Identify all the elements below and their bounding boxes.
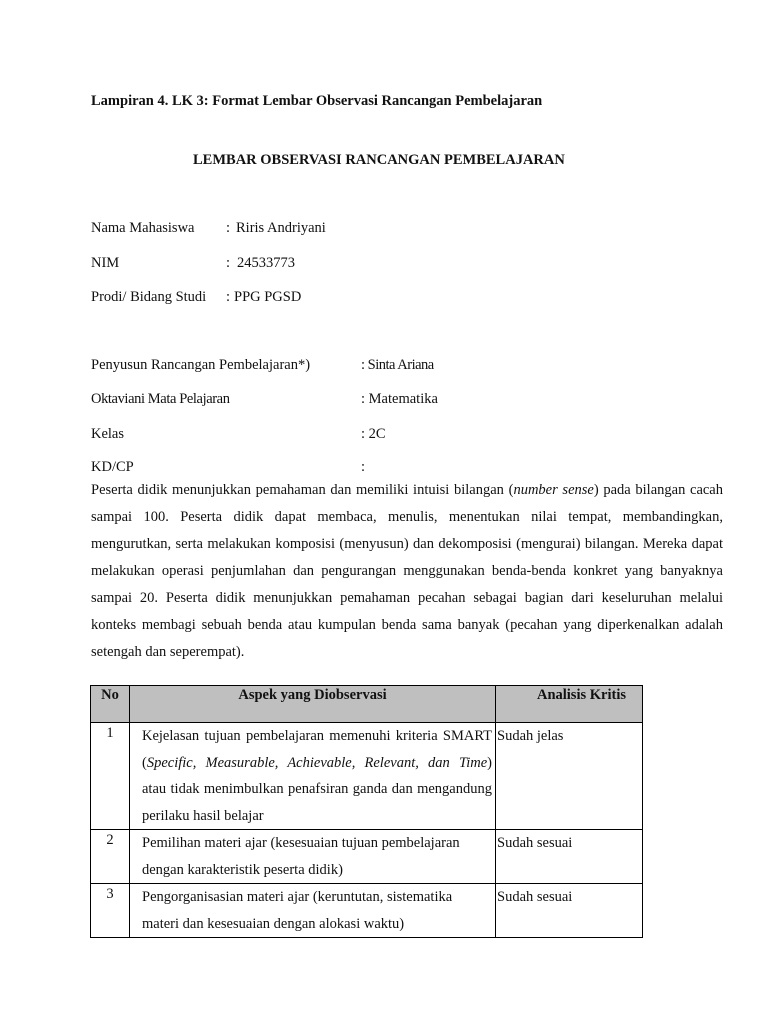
prodi-label: Prodi/ Bidang Studi	[91, 289, 207, 305]
table-header-row	[91, 686, 643, 723]
prodi-value: PPG PGSD	[234, 289, 302, 305]
row-number: 3	[91, 884, 130, 938]
subject-label: Oktaviani Mata Pelajaran	[91, 391, 230, 407]
designer-label: Penyusun Rancangan Pembelajaran*)	[91, 357, 311, 373]
row-aspect: Pengorganisasian materi ajar (keruntutan, sistematika materi dan kesesuaian dengan alokasi waktu)	[130, 884, 496, 938]
table-row	[91, 723, 643, 830]
nim-label: NIM	[91, 255, 120, 271]
observation-table	[90, 685, 643, 938]
kdcp-paragraph	[91, 477, 723, 666]
class-value: : 2C	[361, 426, 386, 442]
header-analysis: Analisis Kritis	[496, 686, 643, 723]
nim-sep: :	[226, 255, 231, 271]
prodi-sep: :	[226, 289, 231, 305]
header-aspect: Aspek yang Diobservasi	[130, 686, 496, 723]
header-no: No	[91, 686, 130, 723]
table-row	[91, 884, 643, 938]
row-aspect	[130, 723, 496, 830]
designer-value: : Sinta Ariana	[361, 357, 434, 373]
row-aspect-text: Kejelasan tujuan pembelajaran memenuhi kriteria SMART (	[142, 728, 492, 771]
kdcp-label: KD/CP	[91, 459, 134, 475]
row-analysis: Sudah jelas	[496, 723, 643, 830]
row-aspect: Pemilihan materi ajar (kesesuaian tujuan pembelajaran dengan karakteristik peserta didik)	[130, 830, 496, 884]
row-number: 1	[91, 723, 130, 830]
row-number: 2	[91, 830, 130, 884]
row-aspect-italic: Specific, Measurable, Achievable, Relevant, dan Time	[146, 754, 488, 771]
student-name-label: Nama Mahasiswa	[91, 220, 195, 236]
table-row	[91, 830, 643, 884]
kdcp-text-italic: number sense	[513, 482, 594, 498]
row-analysis: Sudah sesuai	[496, 830, 643, 884]
kdcp-text-part2: ) pada bilangan cacah sampai 100. Peserta didik dapat membaca, menulis, menentukan nilai tempat, membandingkan, mengurutkan, serta melakukan komposisi (menyusun) dan dekomposisi (mengurai) bilangan. Mereka dapat melakukan operasi penjumlahan dan pengurangan menggunakan benda-benda konkret yang banyaknya sampai 20. Peserta didik menunjukkan pemahaman pecahan sebagai bagian dari keseluruhan melalui konteks membagi sebuah benda atau kumpulan benda sama banyak (pecahan yang diperkenalkan adalah setengah dan seperempat).	[91, 482, 723, 660]
subject-value: : Matematika	[361, 391, 438, 407]
row-analysis: Sudah sesuai	[496, 884, 643, 938]
class-label: Kelas	[91, 426, 125, 442]
student-name-sep: :	[226, 220, 231, 236]
kdcp-text-part1: Peserta didik menunjukkan pemahaman dan memiliki intuisi bilangan (	[91, 482, 514, 498]
row-aspect-text-end: ) atau tidak menimbulkan penafsiran ganda dan mengandung perilaku hasil belajar	[142, 754, 492, 824]
nim-value: 24533773	[237, 255, 295, 271]
kdcp-sep: :	[361, 459, 366, 475]
page-title: LEMBAR OBSERVASI RANCANGAN PEMBELAJARAN	[193, 152, 565, 168]
student-name-value: Riris Andriyani	[236, 220, 326, 236]
appendix-title: Lampiran 4. LK 3: Format Lembar Observasi Rancangan Pembelajaran	[91, 93, 543, 109]
